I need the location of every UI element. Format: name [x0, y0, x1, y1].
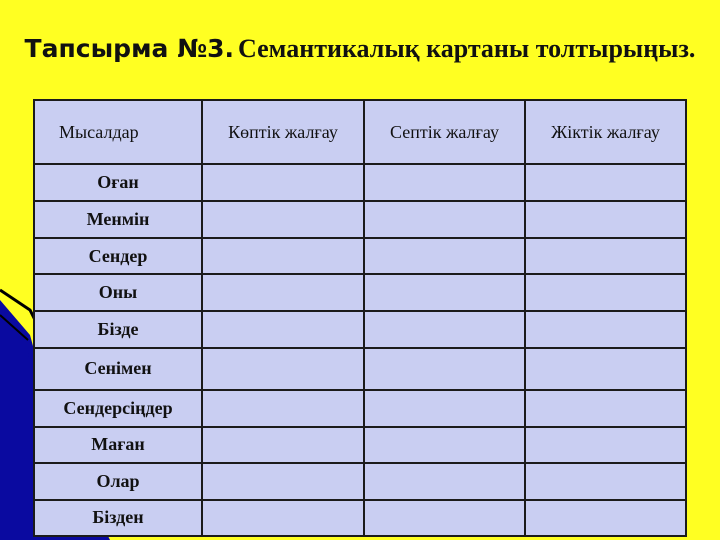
table-cell[interactable] — [525, 164, 686, 201]
table-cell[interactable] — [202, 164, 364, 201]
table-row — [34, 348, 686, 390]
table-row — [34, 311, 686, 347]
header-examples: Мысалдар — [34, 100, 202, 164]
table-row — [34, 238, 686, 274]
table-cell[interactable] — [525, 311, 686, 347]
slide-title — [0, 32, 720, 70]
row-label: Олар — [34, 463, 202, 500]
table-row — [34, 201, 686, 238]
table-cell[interactable] — [525, 500, 686, 536]
table-cell[interactable] — [525, 348, 686, 390]
table-cell[interactable] — [525, 390, 686, 427]
table-cell[interactable] — [364, 274, 525, 311]
row-label: Сенімен — [34, 348, 202, 390]
row-label: Оны — [34, 274, 202, 311]
header-plural-suffix: Көптік жалғау — [202, 100, 364, 164]
row-label: Бізде — [34, 311, 202, 347]
table-cell[interactable] — [364, 238, 525, 274]
table-cell[interactable] — [202, 463, 364, 500]
row-label: Сендерсіңдер — [34, 390, 202, 427]
table-cell[interactable] — [364, 427, 525, 463]
table-row — [34, 274, 686, 311]
table-row — [34, 463, 686, 500]
table-cell[interactable] — [525, 427, 686, 463]
semantic-map-table — [33, 99, 687, 537]
table-cell[interactable] — [202, 201, 364, 238]
table-cell[interactable] — [202, 311, 364, 347]
table-cell[interactable] — [364, 463, 525, 500]
row-label: Бізден — [34, 500, 202, 536]
row-label: Сендер — [34, 238, 202, 274]
title-prefix: Тапсырма №3. — [24, 34, 235, 63]
table-cell[interactable] — [202, 238, 364, 274]
table-cell[interactable] — [364, 500, 525, 536]
table-cell[interactable] — [364, 164, 525, 201]
table-cell[interactable] — [364, 390, 525, 427]
table-cell[interactable] — [364, 201, 525, 238]
table-row — [34, 427, 686, 463]
table-cell[interactable] — [202, 500, 364, 536]
header-case-suffix: Септік жалғау — [364, 100, 525, 164]
table-cell[interactable] — [525, 463, 686, 500]
table-cell[interactable] — [202, 427, 364, 463]
table-row — [34, 164, 686, 201]
header-person-suffix: Жіктік жалғау — [525, 100, 686, 164]
row-label: Менмін — [34, 201, 202, 238]
table-cell[interactable] — [364, 348, 525, 390]
table-row — [34, 500, 686, 536]
table-row — [34, 390, 686, 427]
table-cell[interactable] — [364, 311, 525, 347]
row-label: Маған — [34, 427, 202, 463]
row-label: Оған — [34, 164, 202, 201]
table-cell[interactable] — [525, 274, 686, 311]
table-header-row — [34, 100, 686, 164]
table-cell[interactable] — [202, 390, 364, 427]
title-text: Семантикалық картаны толтырыңыз. — [238, 34, 696, 63]
table-cell[interactable] — [525, 238, 686, 274]
table-cell[interactable] — [202, 274, 364, 311]
table-cell[interactable] — [525, 201, 686, 238]
table-cell[interactable] — [202, 348, 364, 390]
